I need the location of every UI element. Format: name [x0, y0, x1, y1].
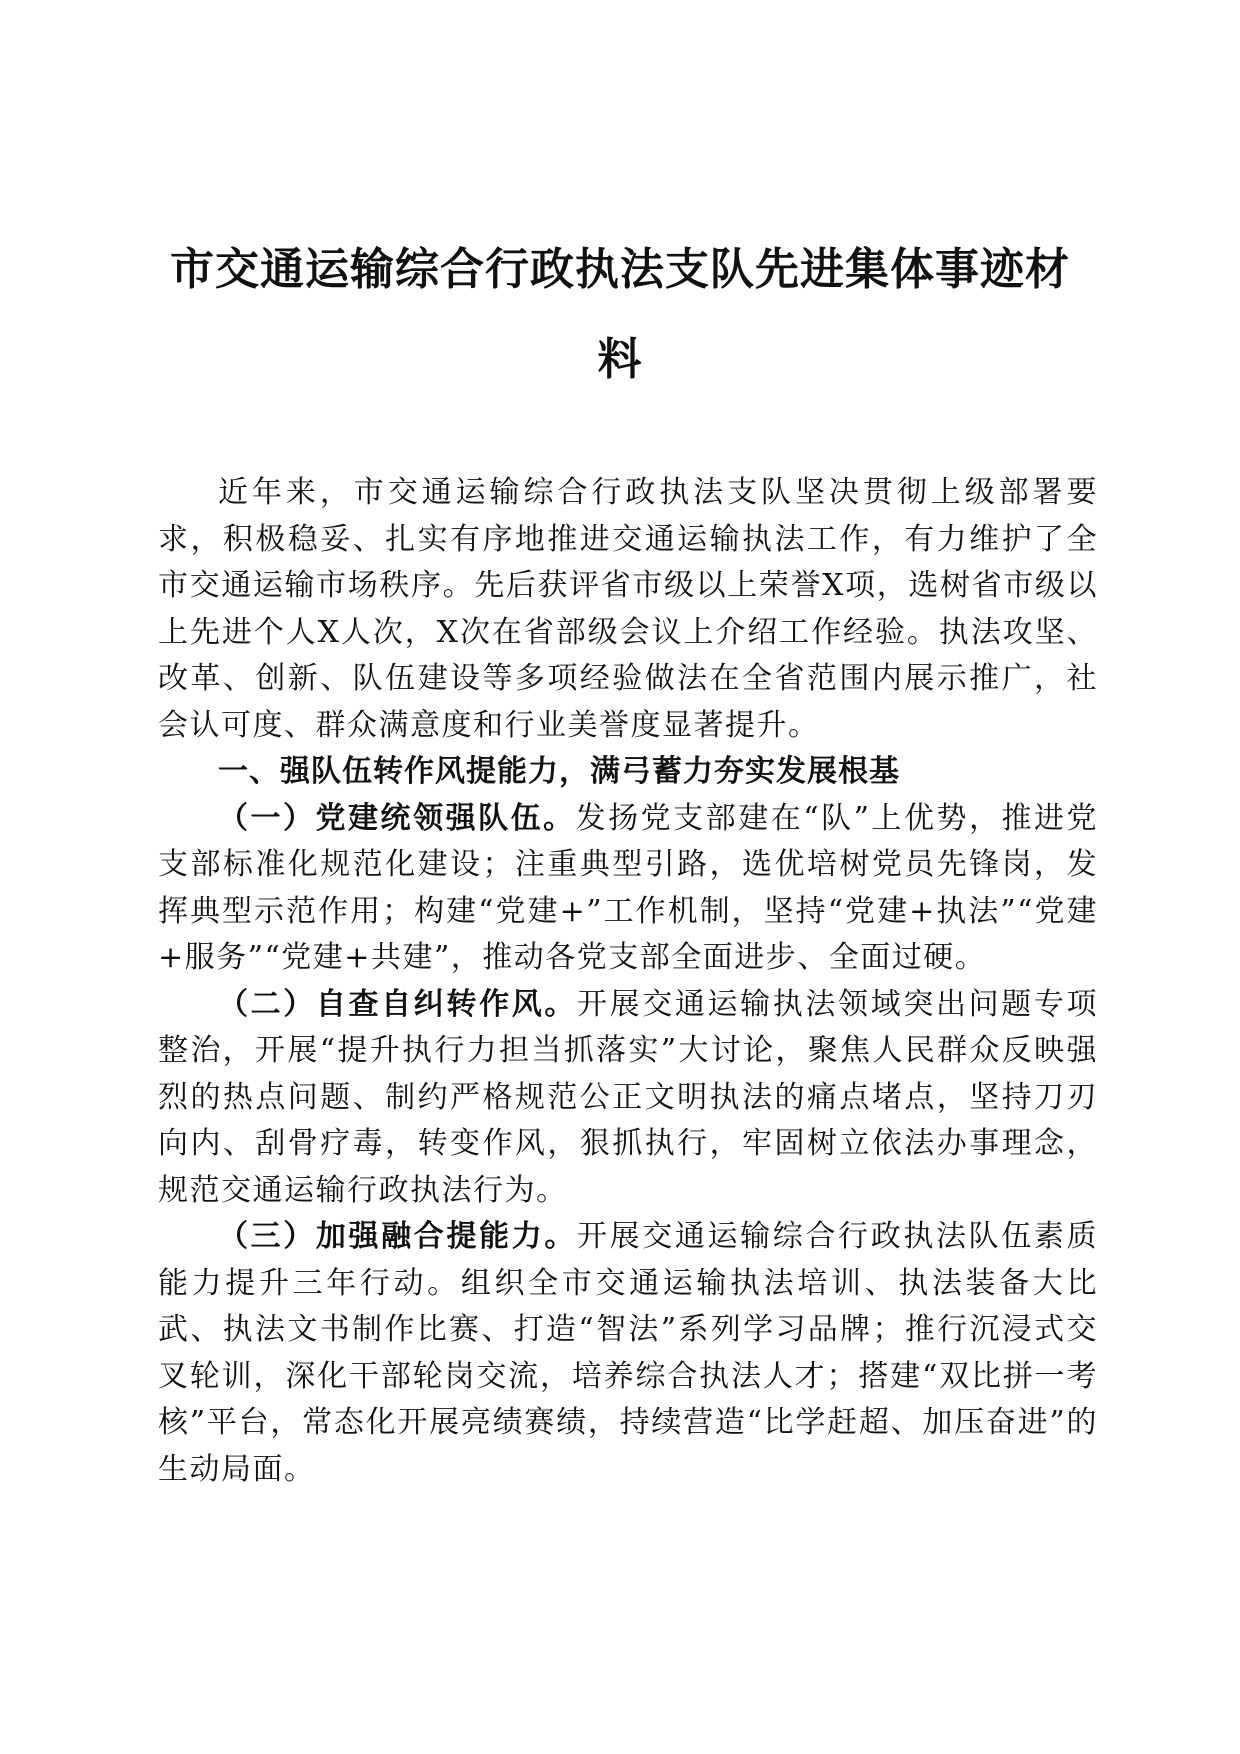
subsection-2-body: 开展交通运输执法领域突出问题专项整治，开展“提升执行力担当抓落实”大讨论，聚焦人民群众反映强烈的热点问题、制约严格规范公正文明执法的痛点堵点，坚持刀刃向内、刮骨疗毒，转变作风，狠抓执行，牢固树立依法办事理念，规范交通运输行政执法行为。: [158, 986, 1099, 1208]
section-heading-1: 一、强队伍转作风提能力，满弓蓄力夯实发展根基: [218, 754, 900, 789]
subsection-3: [158, 1214, 1098, 1493]
title-line-2: 料: [597, 334, 643, 385]
subsection-3-body: 开展交通运输综合行政执法队伍素质能力提升三年行动。组织全市交通运输执法培训、执法装备大比武、执法文书制作比赛、打造“智法”系列学习品牌；推行沉浸式交叉轮训，深化干部轮岗交流，培养综合执法人才；搭建“双比拼一考核”平台，常态化开展亮绩赛绩，持续营造“比学赶超、加压奋进”的生动局面。: [158, 1219, 1099, 1487]
subsection-1-lead: （一）党建统领强队伍。: [218, 800, 576, 836]
subsection-1: [158, 796, 1098, 982]
document-title: [140, 225, 1100, 405]
subsection-3-lead: （三）加强融合提能力。: [218, 1219, 577, 1254]
title-line-1: 市交通运输综合行政执法支队先进集体事迹材: [170, 244, 1070, 295]
subsection-1-body: 发扬党支部建在“队”上优势，推进党支部标准化规范化建设；注重典型引路，选优培树党员先锋岗，发挥典型示范作用；构建“党建+”工作机制，坚持“党建+执法”“党建+服务”“党建+共建”，推动各党支部全面进步、全面过硬。: [158, 800, 1098, 975]
subsection-2: [158, 982, 1098, 1215]
intro-paragraph: 近年来，市交通运输综合行政执法支队坚决贯彻上级部署要求，积极稳妥、扎实有序地推进交通运输执法工作，有力维护了全市交通运输市场秩序。先后获评省市级以上荣誉X项，选树省市级以上先进个人X人次，X次在省部级会议上介绍工作经验。执法攻坚、改革、创新、队伍建设等多项经验做法在全省范围内展示推广，社会认可度、群众满意度和行业美誉度显著提升。: [158, 475, 1098, 743]
subsection-2-lead: （二）自查自纠转作风。: [218, 986, 577, 1022]
document-body: [158, 470, 1098, 1493]
